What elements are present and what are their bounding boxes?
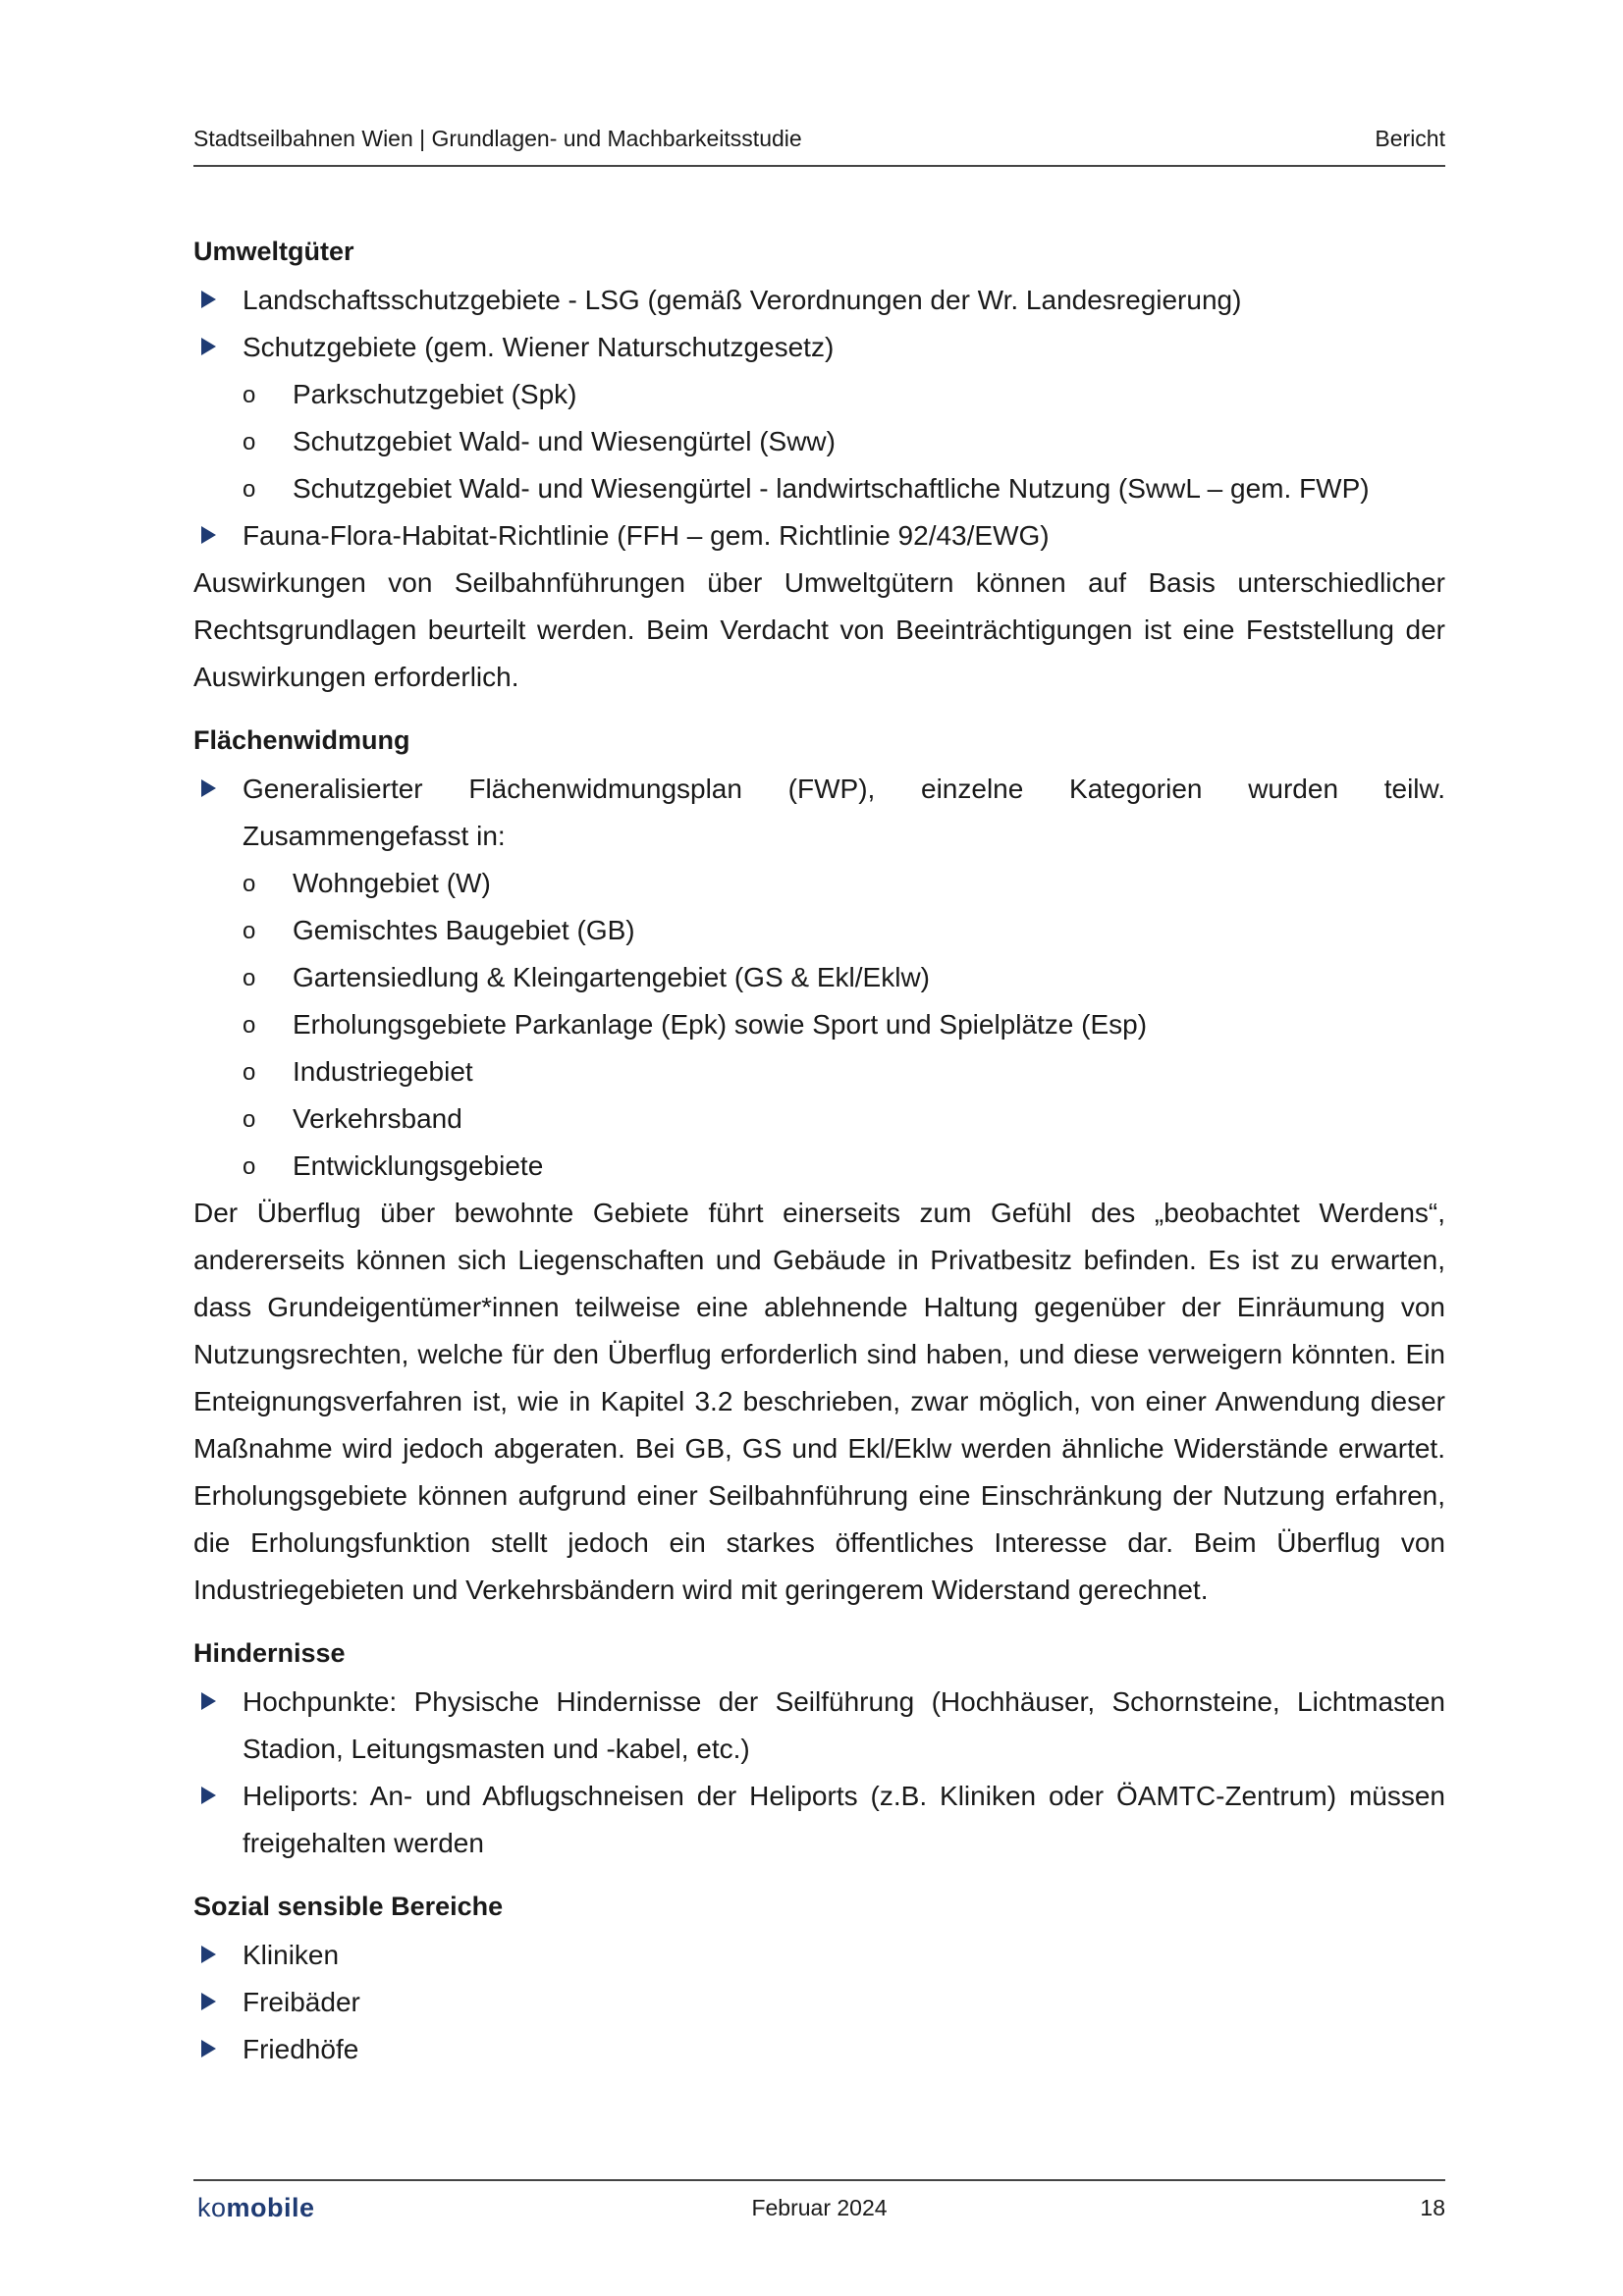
list-item bbox=[193, 277, 1445, 324]
page-header bbox=[193, 120, 1445, 167]
sub-list-item bbox=[193, 371, 1445, 418]
list-item-text: Kliniken bbox=[243, 1940, 340, 1970]
bullet-list bbox=[193, 1932, 1445, 2073]
section-title: Umweltgüter bbox=[193, 237, 354, 266]
triangle-bullet-icon bbox=[201, 1787, 216, 1804]
triangle-bullet-icon bbox=[201, 526, 216, 544]
header-doc-type: Bericht bbox=[1375, 126, 1445, 151]
sub-list-item-text: Wohngebiet (W) bbox=[293, 868, 491, 898]
sub-list-item bbox=[193, 418, 1445, 465]
triangle-bullet-icon bbox=[201, 1993, 216, 2010]
logo-bold-part: mobile bbox=[226, 2193, 315, 2222]
sub-list-item-text: Parkschutzgebiet (Spk) bbox=[293, 379, 577, 409]
header-title: Stadtseilbahnen Wien | Grundlagen- und Machbarkeitsstudie bbox=[193, 126, 802, 151]
list-item bbox=[193, 1679, 1445, 1773]
sub-list bbox=[193, 371, 1445, 512]
list-item bbox=[193, 766, 1445, 860]
list-item-text: Friedhöfe bbox=[243, 2034, 359, 2064]
circle-bullet-icon: o bbox=[243, 382, 256, 408]
list-item-text: Heliports: An- und Abflugschneisen der Heliports (z.B. Kliniken oder ÖAMTC-Zentrum) müssen freigehalten werden bbox=[243, 1781, 1445, 1858]
sub-list-item-text: Erholungsgebiete Parkanlage (Epk) sowie Sport und Spielplätze (Esp) bbox=[293, 1009, 1148, 1040]
list-item-text: Generalisierter Flächenwidmungsplan (FWP), einzelne Kategorien wurden teilw. Zusammengefasst in: bbox=[243, 774, 1445, 851]
list-item-text: Fauna-Flora-Habitat-Richtlinie (FFH – gem. Richtlinie 92/43/EWG) bbox=[243, 520, 1050, 551]
bullet-list bbox=[193, 512, 1445, 560]
circle-bullet-icon: o bbox=[243, 918, 256, 944]
section-hindernisse bbox=[193, 1628, 1445, 1867]
list-item-text: Freibäder bbox=[243, 1987, 360, 2017]
sub-list-item-text: Industriegebiet bbox=[293, 1056, 473, 1087]
list-item bbox=[193, 1979, 1445, 2026]
list-item bbox=[193, 2026, 1445, 2073]
sub-list-item bbox=[193, 860, 1445, 907]
sub-list-item-text: Verkehrsband bbox=[293, 1103, 462, 1134]
sub-list-item-text: Gemischtes Baugebiet (GB) bbox=[293, 915, 635, 945]
body-paragraph: Auswirkungen von Seilbahnführungen über Umweltgütern können auf Basis unterschiedlicher Rechtsgrundlagen beurteilt werden. Beim Verdacht von Beeinträchtigungen ist eine Feststellung der Auswirkungen erforderlich. bbox=[193, 567, 1445, 692]
sub-list-item bbox=[193, 1143, 1445, 1190]
section-title: Sozial sensible Bereiche bbox=[193, 1892, 504, 1921]
triangle-bullet-icon bbox=[201, 2040, 216, 2057]
list-item bbox=[193, 1773, 1445, 1867]
list-item bbox=[193, 1932, 1445, 1979]
page-number: 18 bbox=[1420, 2195, 1445, 2220]
sub-list-item-text: Schutzgebiet Wald- und Wiesengürtel (Sww) bbox=[293, 426, 836, 456]
circle-bullet-icon: o bbox=[243, 1059, 256, 1086]
sub-list-item bbox=[193, 1095, 1445, 1143]
footer-date: Februar 2024 bbox=[751, 2195, 888, 2220]
circle-bullet-icon: o bbox=[243, 871, 256, 897]
circle-bullet-icon: o bbox=[243, 965, 256, 991]
triangle-bullet-icon bbox=[201, 1692, 216, 1710]
section-flaechenwidmung bbox=[193, 715, 1445, 1614]
circle-bullet-icon: o bbox=[243, 476, 256, 503]
circle-bullet-icon: o bbox=[243, 1106, 256, 1133]
sub-list-item bbox=[193, 907, 1445, 954]
triangle-bullet-icon bbox=[201, 338, 216, 355]
section-title: Flächenwidmung bbox=[193, 725, 410, 755]
page-footer bbox=[193, 2179, 1445, 2240]
list-item-text: Schutzgebiete (gem. Wiener Naturschutzgesetz) bbox=[243, 332, 835, 362]
logo-light-part: ko bbox=[197, 2193, 227, 2222]
section-umweltgueter bbox=[193, 226, 1445, 701]
triangle-bullet-icon bbox=[201, 291, 216, 308]
sub-list-item bbox=[193, 1048, 1445, 1095]
page-content bbox=[193, 226, 1445, 2073]
sub-list-item bbox=[193, 954, 1445, 1001]
triangle-bullet-icon bbox=[201, 779, 216, 797]
section-title: Hindernisse bbox=[193, 1638, 346, 1668]
bullet-list bbox=[193, 766, 1445, 860]
list-item-text: Hochpunkte: Physische Hindernisse der Seilführung (Hochhäuser, Schornsteine, Lichtmasten Stadion, Leitungsmasten und -kabel, etc.) bbox=[243, 1686, 1445, 1764]
circle-bullet-icon: o bbox=[243, 1153, 256, 1180]
sub-list-item-text: Entwicklungsgebiete bbox=[293, 1150, 544, 1181]
sub-list-item bbox=[193, 1001, 1445, 1048]
sub-list-item-text: Gartensiedlung & Kleingartengebiet (GS & Ekl/Eklw) bbox=[293, 962, 930, 992]
sub-list-item-text: Schutzgebiet Wald- und Wiesengürtel - landwirtschaftliche Nutzung (SwwL – gem. FWP) bbox=[293, 473, 1370, 504]
section-sozial-sensible-bereiche bbox=[193, 1881, 1445, 2073]
bullet-list bbox=[193, 277, 1445, 371]
list-item bbox=[193, 324, 1445, 371]
circle-bullet-icon: o bbox=[243, 1012, 256, 1039]
list-item bbox=[193, 512, 1445, 560]
bullet-list bbox=[193, 1679, 1445, 1867]
list-item-text: Landschaftsschutzgebiete - LSG (gemäß Verordnungen der Wr. Landesregierung) bbox=[243, 285, 1242, 315]
triangle-bullet-icon bbox=[201, 1946, 216, 1963]
sub-list bbox=[193, 860, 1445, 1190]
body-paragraph: Der Überflug über bewohnte Gebiete führt einerseits zum Gefühl des „beobachtet Werdens“, andererseits können sich Liegenschaften und Gebäude in Privatbesitz befinden. Es ist zu erwarten, dass Grundeigentümer*innen teilweise eine ablehnende Haltung gegenüber der Einräumung von Nutzungsrechten, welche für den Überflug erforderlich sind haben, und diese verweigern könnten. Ein Enteignungsverfahren ist, wie in Kapitel 3.2 beschrieben, zwar möglich, von einer Anwendung dieser Maßnahme wird jedoch abgeraten. Bei GB, GS und Ekl/Eklw werden ähnliche Widerstände erwartet. Erholungsgebiete können aufgrund einer Seilbahnführung eine Einschränkung der Nutzung erfahren, die Erholungsfunktion stellt jedoch ein starkes öffentliches Interesse dar. Beim Überflug von Industriegebieten und Verkehrsbändern wird mit geringerem Widerstand gerechnet. bbox=[193, 1198, 1445, 1605]
sub-list-item bbox=[193, 465, 1445, 512]
circle-bullet-icon: o bbox=[243, 429, 256, 455]
